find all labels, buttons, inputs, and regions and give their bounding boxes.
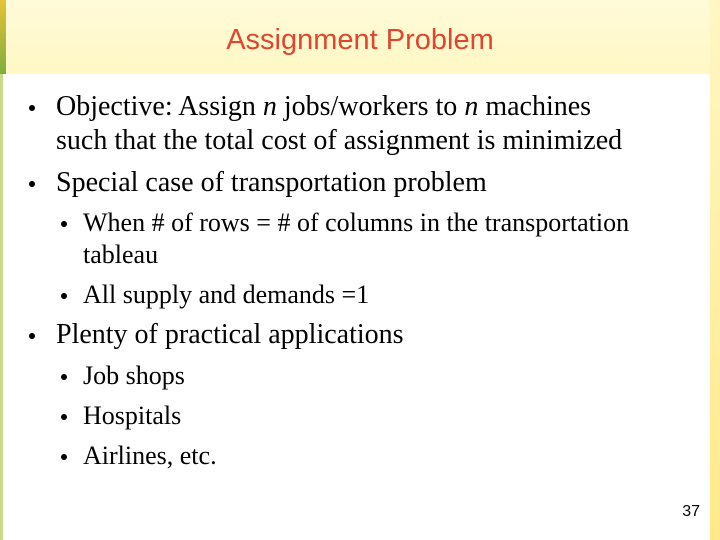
application-text: Airlines, etc. (83, 441, 217, 470)
sub-bullet-application (83, 360, 185, 392)
slide-title: Assignment Problem (226, 24, 494, 56)
bullet-objective (56, 90, 622, 158)
applications-text: Plenty of practical applications (56, 319, 404, 350)
bullet-dot-icon (61, 293, 67, 299)
bullet-dot-icon (61, 221, 67, 227)
bullet-dot-icon (29, 333, 35, 339)
objective-var-n2: n (464, 91, 479, 122)
rows-columns-line1: When # of rows = # of columns in the transportation (83, 208, 630, 237)
supply-text: All supply and demands =1 (83, 280, 370, 309)
objective-var-n: n (262, 91, 277, 122)
bullet-dot-icon (29, 105, 35, 111)
objective-text-post: machines (478, 91, 592, 122)
sub-bullet-application (83, 400, 181, 432)
sub-bullet-application (83, 440, 217, 472)
application-text: Job shops (83, 361, 185, 390)
bullet-applications (56, 318, 404, 352)
application-text: Hospitals (83, 401, 182, 430)
bullet-dot-icon (29, 181, 35, 187)
rows-columns-line2: tableau (83, 240, 159, 269)
bullet-special-case (56, 166, 487, 200)
bullet-dot-icon (61, 414, 67, 420)
objective-text-pre: Objective: Assign (56, 91, 263, 122)
bullet-dot-icon (61, 374, 67, 380)
sub-bullet-rows-columns (83, 207, 629, 271)
special-case-text: Special case of transportation problem (56, 167, 487, 198)
bullet-dot-icon (61, 454, 67, 460)
objective-text-mid: jobs/workers to (276, 91, 465, 122)
sub-bullet-supply (83, 279, 369, 311)
page-number: 37 (682, 503, 700, 520)
objective-text-line2: such that the total cost of assignment is minimized (56, 125, 623, 156)
